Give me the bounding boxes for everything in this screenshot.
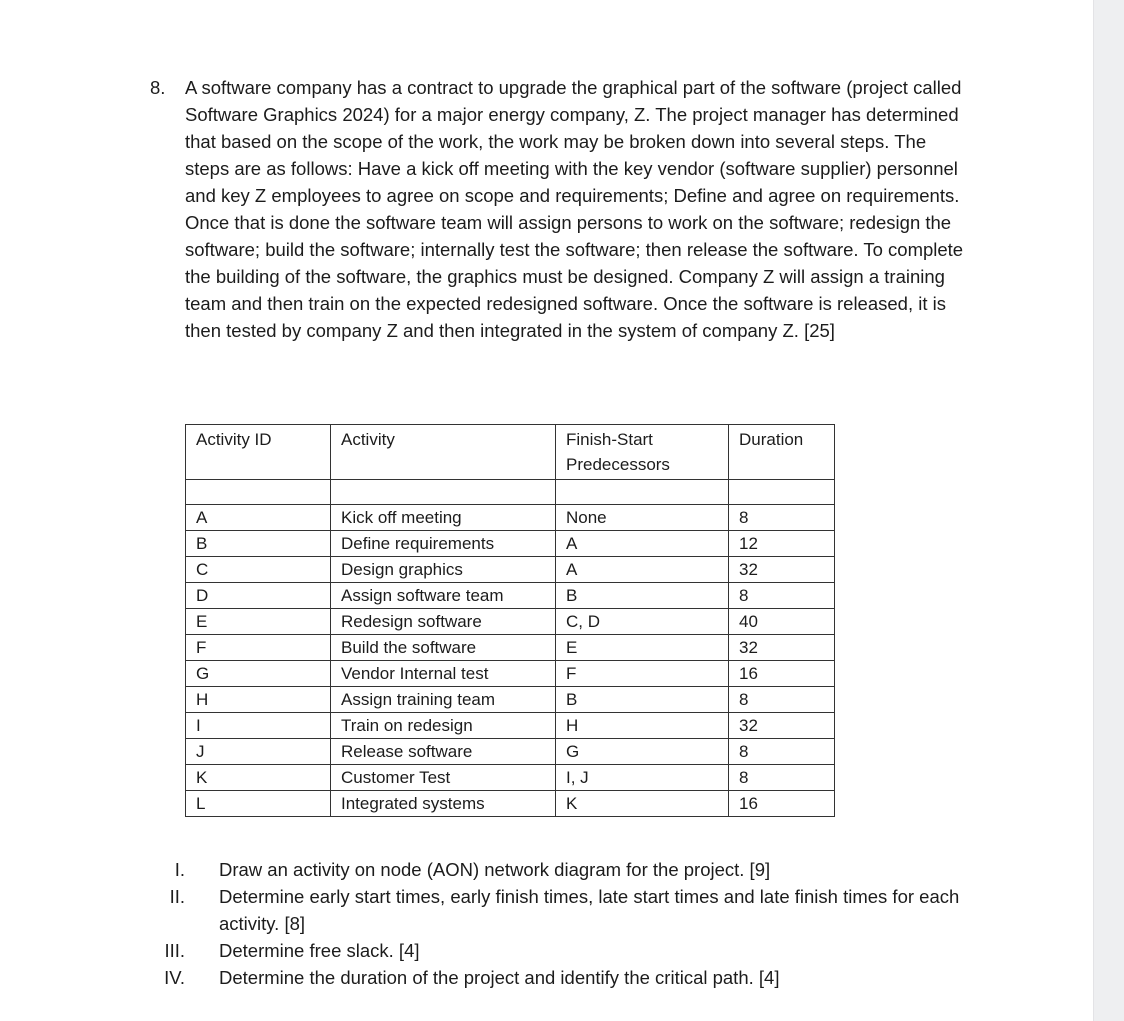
- cell-duration: 32: [729, 713, 835, 739]
- table-row: [186, 557, 835, 583]
- task-number: III.: [164, 940, 185, 961]
- cell-duration: 8: [729, 765, 835, 791]
- cell-id: E: [186, 609, 331, 635]
- table-row: [186, 765, 835, 791]
- cell-activity: Integrated systems: [331, 791, 556, 817]
- task-text: Determine free slack. [4]: [219, 940, 420, 961]
- cell-id: D: [186, 583, 331, 609]
- cell-predecessors: K: [556, 791, 729, 817]
- task-text: Determine the duration of the project and identify the critical path. [4]: [219, 967, 780, 988]
- blank-cell: [729, 480, 835, 505]
- cell-predecessors: A: [556, 531, 729, 557]
- table-row: [186, 661, 835, 687]
- cell-predecessors: None: [556, 505, 729, 531]
- cell-duration: 32: [729, 557, 835, 583]
- table-row: [186, 687, 835, 713]
- cell-activity: Assign training team: [331, 687, 556, 713]
- header-predecessors: Finish-Start Predecessors: [556, 425, 729, 480]
- task-item: [150, 883, 970, 937]
- blank-cell: [186, 480, 331, 505]
- header-activity: Activity: [331, 425, 556, 480]
- cell-duration: 8: [729, 687, 835, 713]
- cell-predecessors: G: [556, 739, 729, 765]
- page-edge-scroll-area: [1093, 0, 1124, 1021]
- cell-duration: 8: [729, 583, 835, 609]
- cell-id: B: [186, 531, 331, 557]
- cell-predecessors: B: [556, 583, 729, 609]
- cell-predecessors: I, J: [556, 765, 729, 791]
- cell-duration: 16: [729, 791, 835, 817]
- cell-id: A: [186, 505, 331, 531]
- task-item: [150, 856, 970, 883]
- cell-duration: 32: [729, 635, 835, 661]
- cell-activity: Vendor Internal test: [331, 661, 556, 687]
- task-item: [150, 964, 970, 991]
- question-text: A software company has a contract to upgrade the graphical part of the software (project called Software Graphics 2024) for a major energy company, Z. The project manager has determined that based on the scope of the work, the work may be broken down into several steps. The steps are as follows: Have a kick off meeting with the key vendor (software supplier) personnel and key Z employees to agree on scope and requirements; Define and agree on requirements. Once that is done the software team will assign persons to work on the software; redesign the software; build the software; internally test the software; then release the software. To complete the building of the software, the graphics must be designed. Company Z will assign a training team and then train on the expected redesigned software. Once the software is released, it is then tested by company Z and then integrated in the system of company Z. [25]: [185, 77, 964, 341]
- question-number: 8.: [150, 77, 166, 98]
- table-row: [186, 739, 835, 765]
- task-list: [150, 856, 970, 991]
- cell-id: I: [186, 713, 331, 739]
- header-duration: Duration: [729, 425, 835, 480]
- table-blank-row: [186, 480, 835, 505]
- table-row: [186, 635, 835, 661]
- task-number: I.: [174, 859, 185, 880]
- cell-duration: 8: [729, 505, 835, 531]
- cell-id: F: [186, 635, 331, 661]
- table-row: [186, 713, 835, 739]
- task-number: IV.: [164, 967, 185, 988]
- task-text: Determine early start times, early finish times, late start times and late finish times for each activity. [8]: [219, 886, 960, 934]
- blank-cell: [331, 480, 556, 505]
- cell-predecessors: E: [556, 635, 729, 661]
- cell-predecessors: A: [556, 557, 729, 583]
- activity-table: [185, 424, 835, 817]
- cell-predecessors: F: [556, 661, 729, 687]
- cell-activity: Customer Test: [331, 765, 556, 791]
- cell-predecessors: H: [556, 713, 729, 739]
- task-text: Draw an activity on node (AON) network diagram for the project. [9]: [219, 859, 771, 880]
- cell-activity: Define requirements: [331, 531, 556, 557]
- cell-activity: Assign software team: [331, 583, 556, 609]
- cell-id: K: [186, 765, 331, 791]
- cell-predecessors: B: [556, 687, 729, 713]
- task-item: [150, 937, 970, 964]
- task-number: II.: [169, 886, 185, 907]
- table-row: [186, 791, 835, 817]
- table-header-row: [186, 425, 835, 480]
- cell-activity: Build the software: [331, 635, 556, 661]
- table-row: [186, 505, 835, 531]
- cell-duration: 40: [729, 609, 835, 635]
- cell-id: L: [186, 791, 331, 817]
- cell-duration: 8: [729, 739, 835, 765]
- blank-cell: [556, 480, 729, 505]
- cell-activity: Design graphics: [331, 557, 556, 583]
- table-row: [186, 531, 835, 557]
- cell-activity: Release software: [331, 739, 556, 765]
- cell-id: J: [186, 739, 331, 765]
- cell-activity: Train on redesign: [331, 713, 556, 739]
- cell-duration: 12: [729, 531, 835, 557]
- header-activity-id: Activity ID: [186, 425, 331, 480]
- cell-duration: 16: [729, 661, 835, 687]
- cell-activity: Redesign software: [331, 609, 556, 635]
- cell-predecessors: C, D: [556, 609, 729, 635]
- table-row: [186, 609, 835, 635]
- cell-id: C: [186, 557, 331, 583]
- cell-id: G: [186, 661, 331, 687]
- cell-id: H: [186, 687, 331, 713]
- cell-activity: Kick off meeting: [331, 505, 556, 531]
- table-row: [186, 583, 835, 609]
